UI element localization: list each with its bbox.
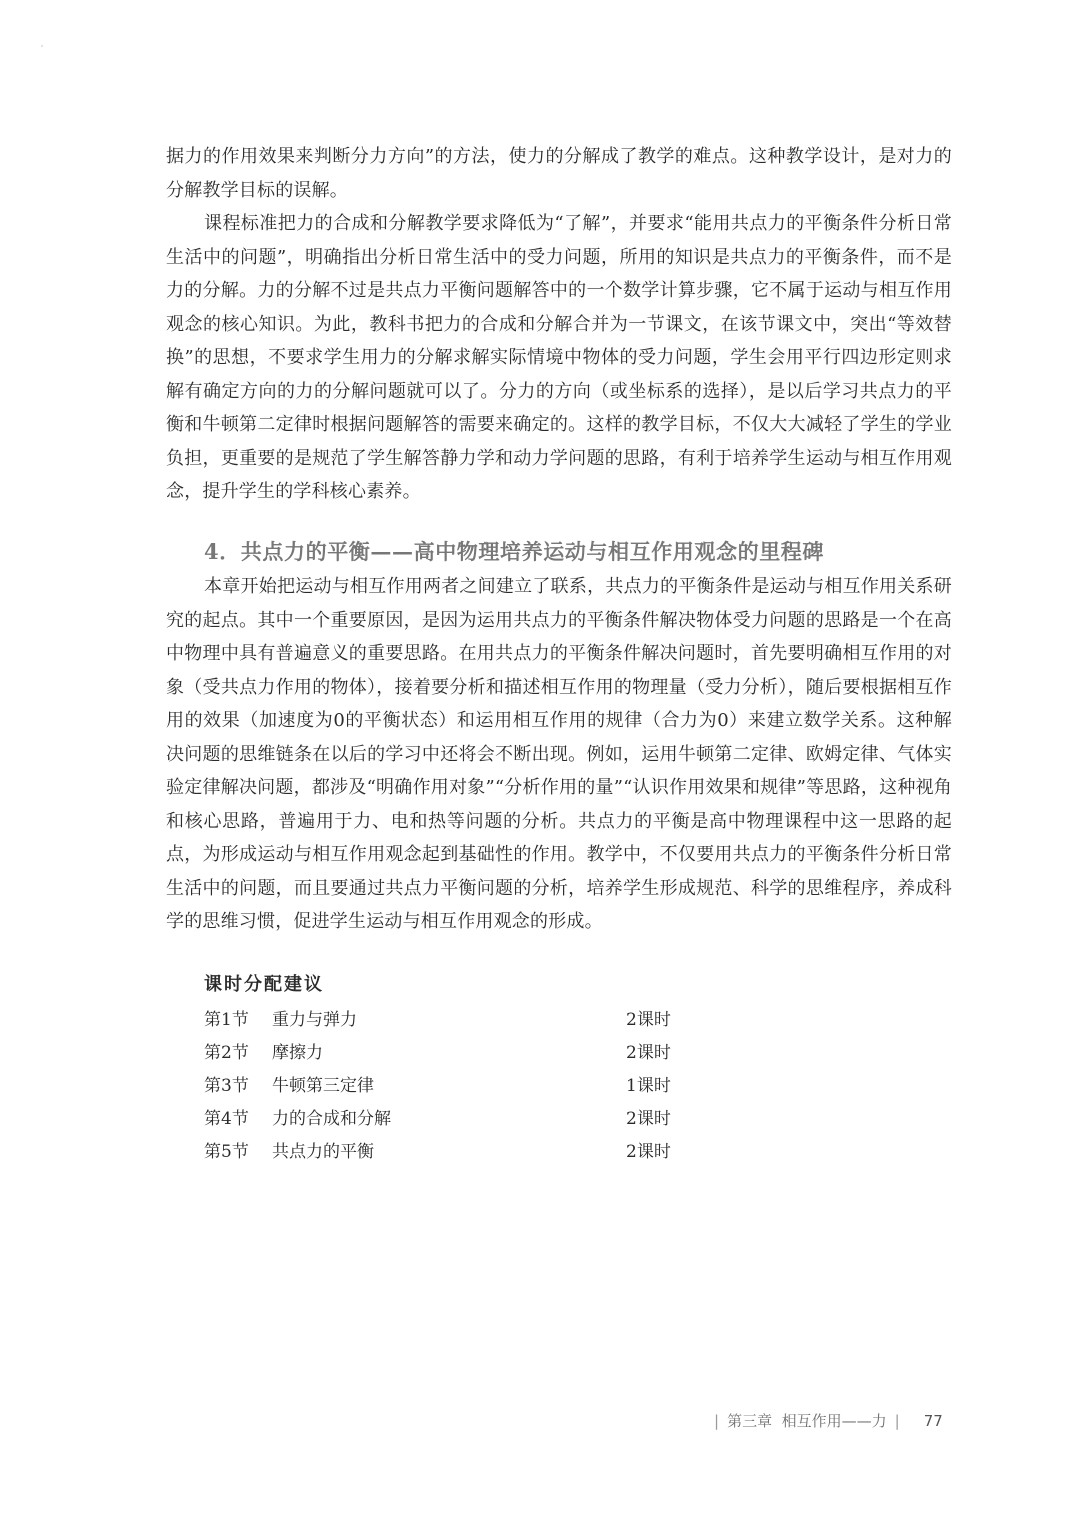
footer-divider: | [894, 1412, 900, 1430]
paragraph-curriculum-standard: 课程标准把力的合成和分解教学要求降低为“了解”，并要求“能用共点力的平衡条件分析日常生活中的问题”，明确指出分析日常生活中的受力问题，所用的知识是共点力的平衡条件，而不是力的分解。力的分解不过是共点力平衡问题解答中的一个数学计算步骤，它不属于运动与相互作用观念的核心知识。为此，教科书把力的合成和分解合并为一节课文，在该节课文中，突出“等效替换”的思想，不要求学生用力的分解求解实际情境中物体的受力问题，学生会用平行四边形定则求解有确定方向的力的分解问题就可以了。分力的方向（或坐标系的选择），是以后学习共点力的平衡和牛顿第二定律时根据问题解答的需要来确定的。这样的教学目标，不仅大大减轻了学生的学业负担，更重要的是规范了学生解答静力学和动力学问题的思路，有利于培养学生运动与相互作用观念，提升学生的学科核心素养。 [166, 213, 952, 502]
schedule-row [204, 1071, 704, 1101]
footer-chapter-title: 相互作用——力 [781, 1412, 887, 1430]
paragraph-continued: 据力的作用效果来判断分力方向”的方法，使力的分解成了教学的难点。这种教学设计，是对力的分解教学目标的误解。 [166, 146, 952, 201]
schedule-hours: 2课时 [626, 1142, 671, 1162]
footer-chapter: 第三章 [727, 1412, 773, 1430]
schedule-hours: 2课时 [626, 1010, 671, 1030]
schedule-topic: 牛顿第三定律 [272, 1076, 374, 1096]
schedule-topic: 共点力的平衡 [272, 1142, 374, 1162]
paragraph-equilibrium: 本章开始把运动与相互作用两者之间建立了联系，共点力的平衡条件是运动与相互作用关系研究的起点。其中一个重要原因，是因为运用共点力的平衡条件解决物体受力问题的思路是一个在高中物理中具有普遍意义的重要思路。在用共点力的平衡条件解决问题时，首先要明确相互作用的对象（受共点力作用的物体），接着要分析和描述相互作用的物理量（受力分析），随后要根据相互作用的效果（加速度为0的平衡状态）和运用相互作用的规律（合力为0）来建立数学关系。这种解决问题的思维链条在以后的学习中还将会不断出现。例如，运用牛顿第二定律、欧姆定律、气体实验定律解决问题，都涉及“明确作用对象”“分析作用的量”“认识作用效果和规律”等思路，这种视角和核心思路，普遍用于力、电和热等问题的分析。共点力的平衡是高中物理课程中这一思路的起点，为形成运动与相互作用观念起到基础性的作用。教学中，不仅要用共点力的平衡条件分析日常生活中的问题，而且要通过共点力平衡问题的分析，培养学生形成规范、科学的思维程序，养成科学的思维习惯，促进学生运动与相互作用观念的形成。 [166, 576, 952, 932]
schedule-hours: 2课时 [626, 1043, 671, 1063]
section-4-text-block [166, 570, 952, 939]
schedule-row [204, 1005, 704, 1035]
schedule-topic: 摩擦力 [272, 1043, 323, 1063]
schedule-row [204, 1038, 704, 1068]
schedule-row [204, 1104, 704, 1134]
schedule-section: 第4节 [204, 1109, 249, 1129]
schedule-hours: 1课时 [626, 1076, 671, 1096]
schedule-section: 第3节 [204, 1076, 249, 1096]
schedule-topic: 重力与弹力 [272, 1010, 357, 1030]
continued-text-block [166, 140, 952, 509]
section-heading: 4．共点力的平衡——高中物理培养运动与相互作用观念的里程碑 [204, 539, 825, 564]
schedule-section: 第5节 [204, 1142, 249, 1162]
scan-speck [41, 45, 43, 47]
page-number: 77 [923, 1412, 943, 1430]
page-footer [706, 1410, 943, 1434]
footer-divider: | [714, 1412, 720, 1430]
schedule-row [204, 1137, 704, 1167]
schedule-section: 第1节 [204, 1010, 249, 1030]
schedule-section: 第2节 [204, 1043, 249, 1063]
schedule-title: 课时分配建议 [204, 974, 324, 995]
schedule-hours: 2课时 [626, 1109, 671, 1129]
schedule-topic: 力的合成和分解 [272, 1109, 391, 1129]
